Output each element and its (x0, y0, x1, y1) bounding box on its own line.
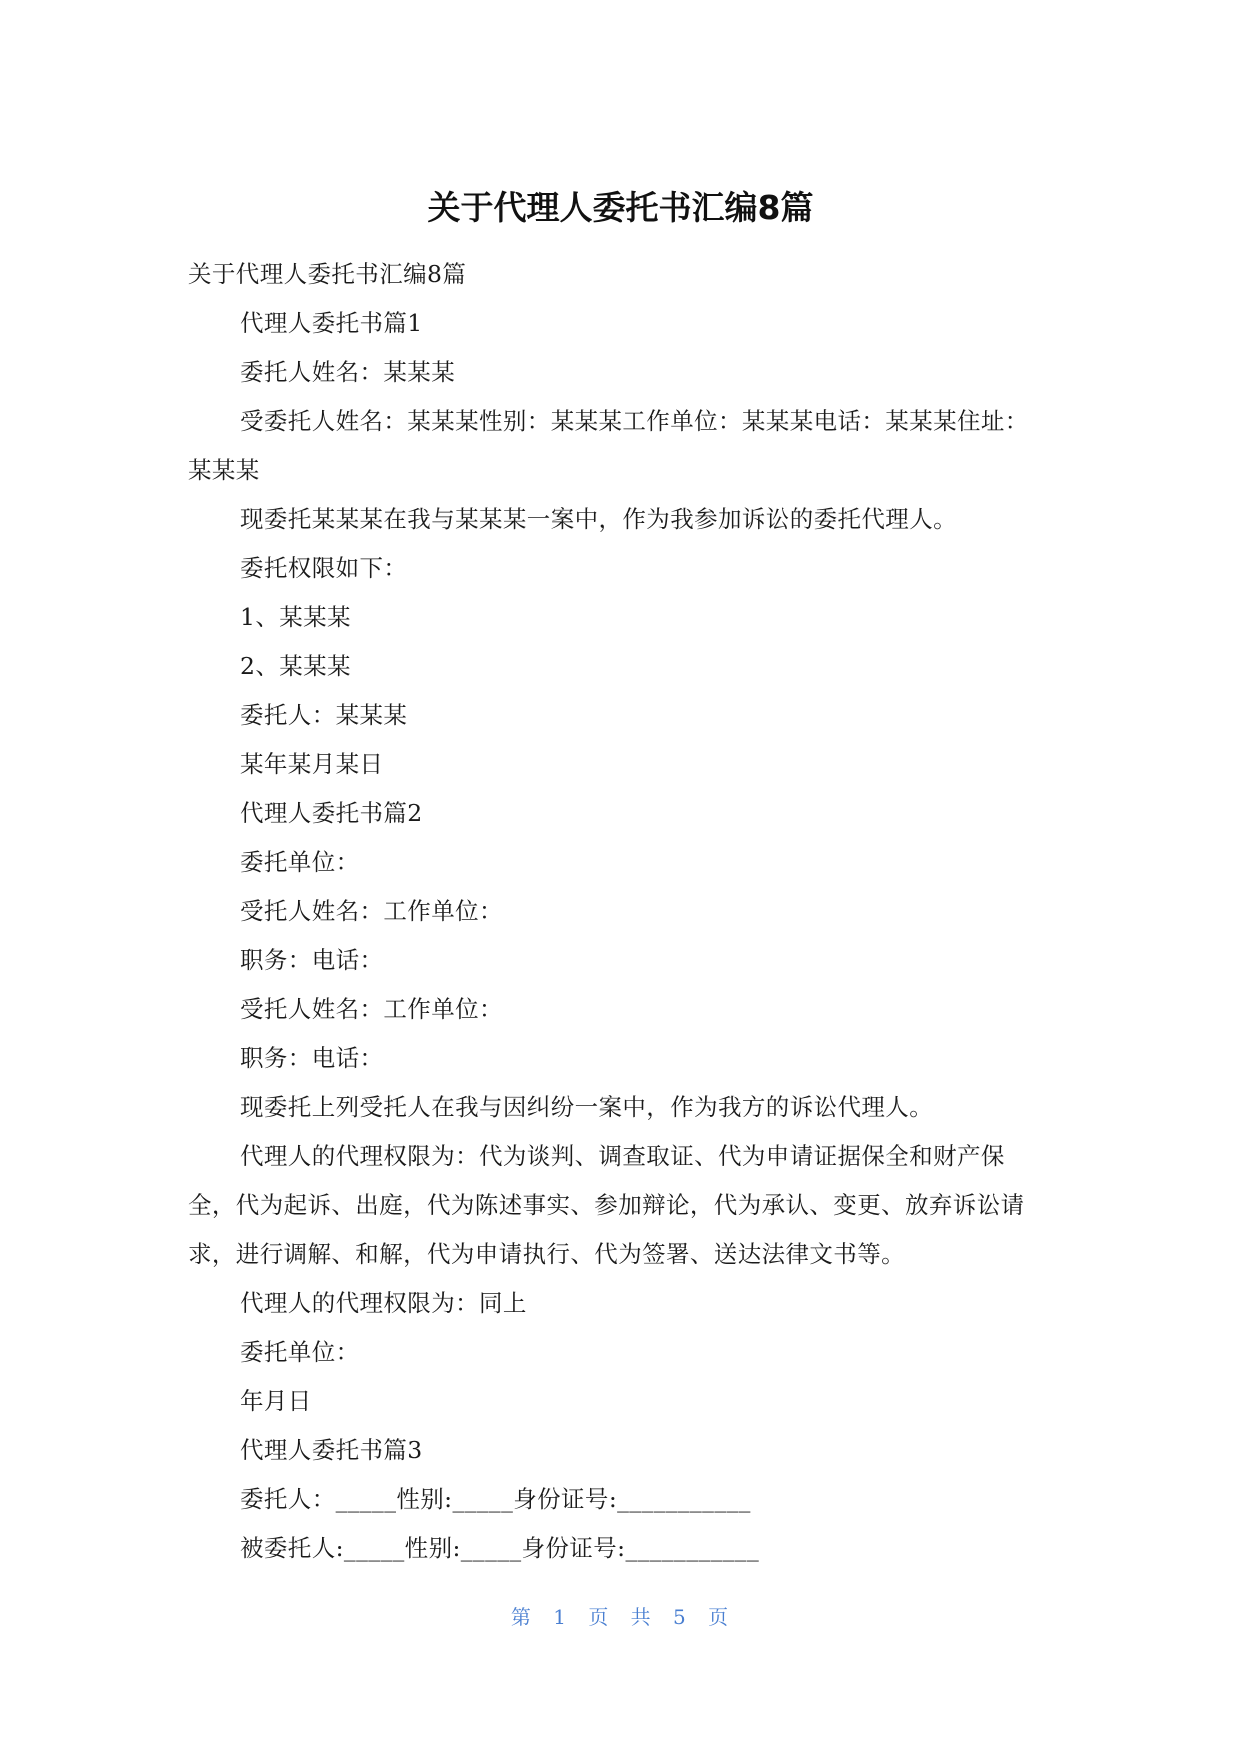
body-paragraph: 委托权限如下： (240, 554, 408, 582)
body-paragraph: 现委托某某某在我与某某某一案中，作为我参加诉讼的委托代理人。 (240, 505, 957, 533)
document-body (188, 250, 1050, 1573)
body-paragraph: 委托人姓名：某某某 (240, 358, 456, 386)
list-item: 2、某某某 (240, 652, 351, 680)
body-paragraph: 委托单位： (240, 848, 360, 876)
body-paragraph: 委托人：某某某 (240, 701, 408, 729)
form-line: 委托人：_____性别:_____身份证号:___________ (240, 1485, 751, 1513)
body-paragraph: 年月日 (240, 1387, 312, 1415)
section-heading-3: 代理人委托书篇3 (240, 1436, 423, 1464)
form-line: 被委托人:_____性别:_____身份证号:___________ (240, 1534, 760, 1562)
section-heading-1: 代理人委托书篇1 (240, 309, 423, 337)
body-paragraph: 受托人姓名：工作单位： (240, 995, 503, 1023)
body-paragraph: 职务：电话： (240, 1044, 384, 1072)
page-number-footer: 第 1 页 共 5 页 (510, 1605, 731, 1629)
section-heading-2: 代理人委托书篇2 (240, 799, 423, 827)
body-paragraph: 受托人姓名：工作单位： (240, 897, 503, 925)
body-paragraph: 某年某月某日 (240, 750, 384, 778)
body-paragraph: 委托单位： (240, 1338, 360, 1366)
body-paragraph-intro: 关于代理人委托书汇编8篇 (188, 260, 467, 288)
body-paragraph: 受委托人姓名：某某某性别：某某某工作单位：某某某电话：某某某住址：某某某 (188, 407, 1029, 484)
body-paragraph: 代理人的代理权限为：代为谈判、调查取证、代为申请证据保全和财产保全，代为起诉、出庭，代为陈述事实、参加辩论，代为承认、变更、放弃诉讼请求，进行调解、和解，代为申请执行、代为签署、送达法律文书等。 (188, 1142, 1025, 1268)
body-paragraph: 现委托上列受托人在我与因纠纷一案中，作为我方的诉讼代理人。 (240, 1093, 934, 1121)
body-paragraph: 代理人的代理权限为：同上 (240, 1289, 527, 1317)
document-title: 关于代理人委托书汇编8篇 (427, 188, 814, 227)
list-item: 1、某某某 (240, 603, 351, 631)
body-paragraph: 职务：电话： (240, 946, 384, 974)
